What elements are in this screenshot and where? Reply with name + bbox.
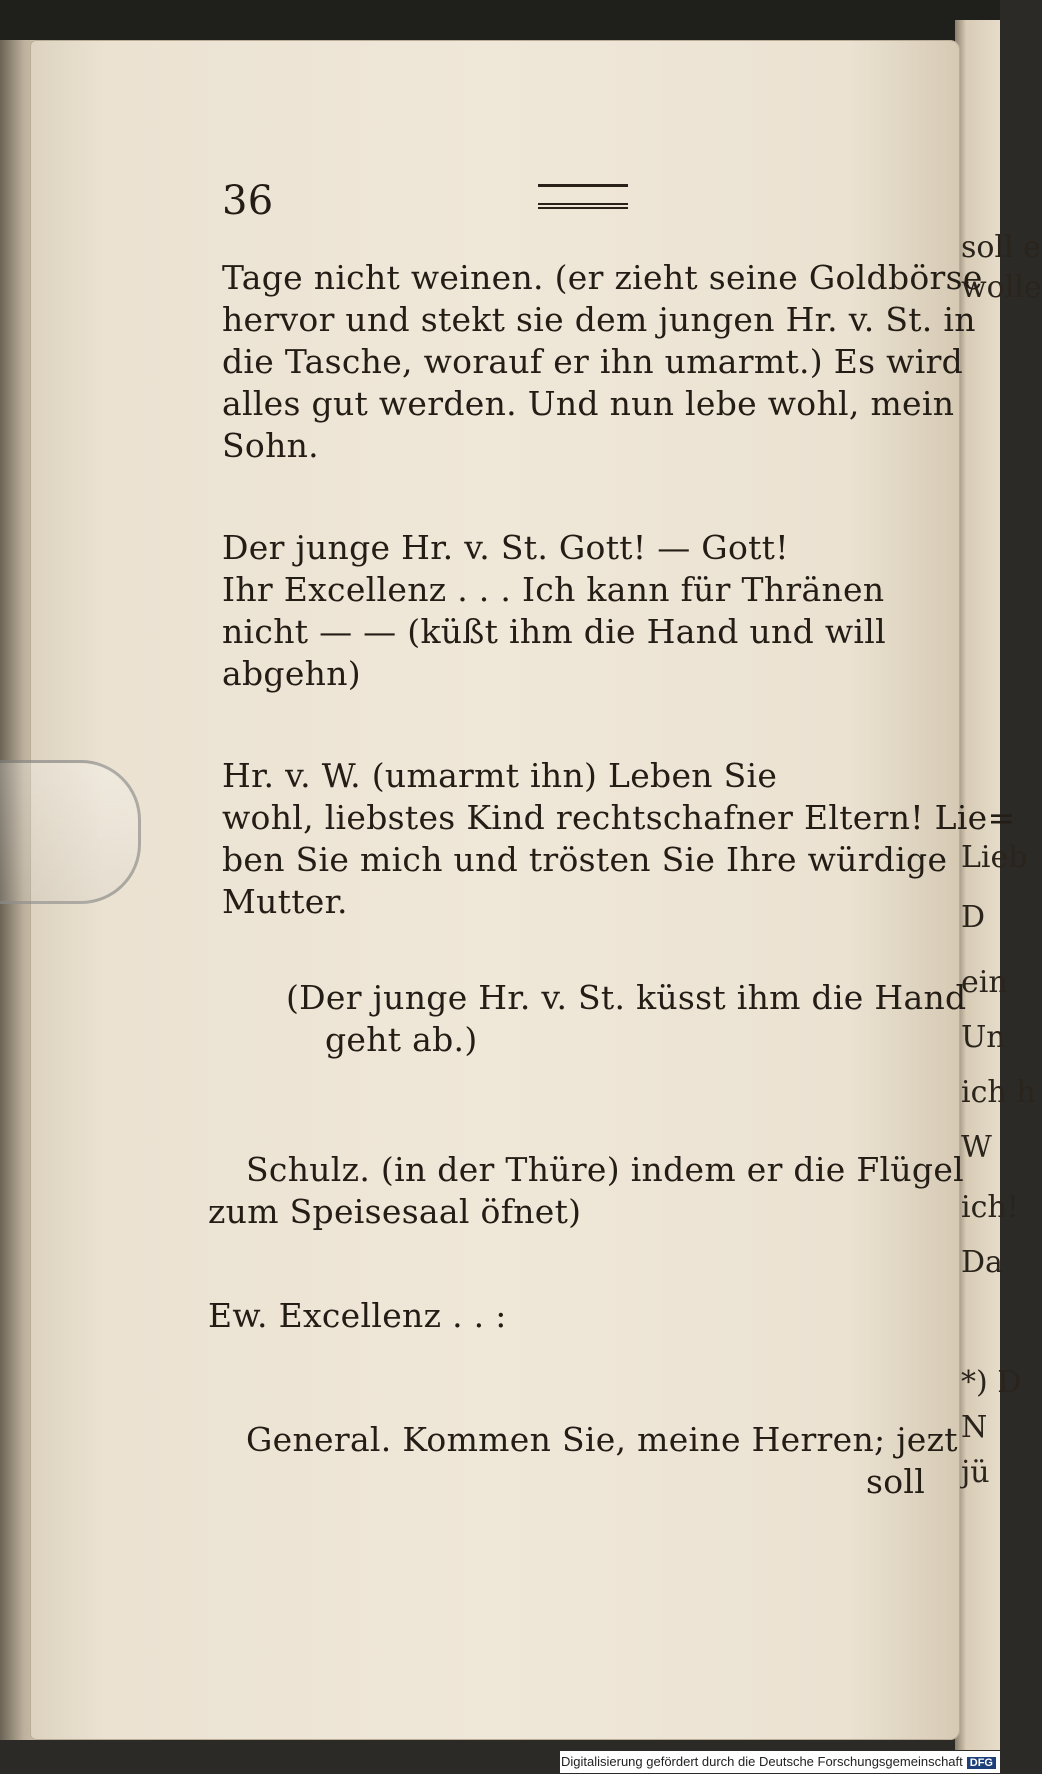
- facing-fragment: Lieb: [961, 840, 1028, 875]
- text-line: wohl, liebstes Kind rechtschafner Eltern! Lie=: [222, 798, 1016, 837]
- catchword: soll: [866, 1462, 926, 1501]
- dfg-logo: DFG: [967, 1757, 996, 1769]
- facing-fragment: Da: [961, 1245, 1003, 1280]
- facing-fragment: wolle: [961, 270, 1042, 305]
- speaker-line: General. Kommen Sie, meine Herren; jezt: [246, 1420, 958, 1459]
- facing-fragment: ich!: [961, 1190, 1019, 1225]
- facing-fragment: jü: [961, 1455, 990, 1490]
- stage-direction: (Der junge Hr. v. St. küsst ihm die Hand: [286, 978, 967, 1017]
- page-number: 36: [222, 178, 274, 224]
- text-line: nicht — — (küßt ihm die Hand und will: [222, 612, 886, 651]
- facing-fragment: *) D: [961, 1365, 1022, 1400]
- stage-direction: geht ab.): [325, 1020, 478, 1059]
- text-line: abgehn): [222, 654, 361, 693]
- text-line: Mutter.: [222, 882, 348, 921]
- text-line: zum Speisesaal öfnet): [208, 1192, 582, 1231]
- facing-fragment: ein: [961, 965, 1008, 1000]
- digitization-credit: [560, 1751, 1000, 1773]
- text-line: Ew. Excellenz . . :: [208, 1296, 507, 1335]
- credit-text: Digitalisierung gefördert durch die Deutsche Forschungsgemeinschaft: [560, 1754, 963, 1769]
- facing-fragment: N: [961, 1410, 988, 1445]
- text-line: hervor und stekt sie dem jungen Hr. v. St. in: [222, 300, 976, 339]
- text-line: Tage nicht weinen. (er zieht seine Goldbörse: [222, 258, 983, 297]
- text-line: die Tasche, worauf er ihn umarmt.) Es wird: [222, 342, 964, 381]
- facing-fragment: ich h: [961, 1075, 1036, 1110]
- page-clip: [0, 760, 141, 904]
- facing-fragment: D: [961, 900, 986, 935]
- facing-fragment: soll e: [961, 230, 1041, 265]
- speaker-line: Schulz. (in der Thüre) indem er die Flügel: [246, 1150, 965, 1189]
- speaker-line: Hr. v. W. (umarmt ihn) Leben Sie: [222, 756, 778, 795]
- facing-fragment: Un: [961, 1020, 1006, 1055]
- facing-fragment: W: [961, 1130, 992, 1165]
- text-line: Sohn.: [222, 426, 319, 465]
- text-line: Ihr Excellenz . . . Ich kann für Thränen: [222, 570, 885, 609]
- header-rule: [538, 184, 628, 209]
- text-line: ben Sie mich und trösten Sie Ihre würdige: [222, 840, 948, 879]
- text-line: alles gut werden. Und nun lebe wohl, mein: [222, 384, 955, 423]
- speaker-line: Der junge Hr. v. St. Gott! — Gott!: [222, 528, 789, 567]
